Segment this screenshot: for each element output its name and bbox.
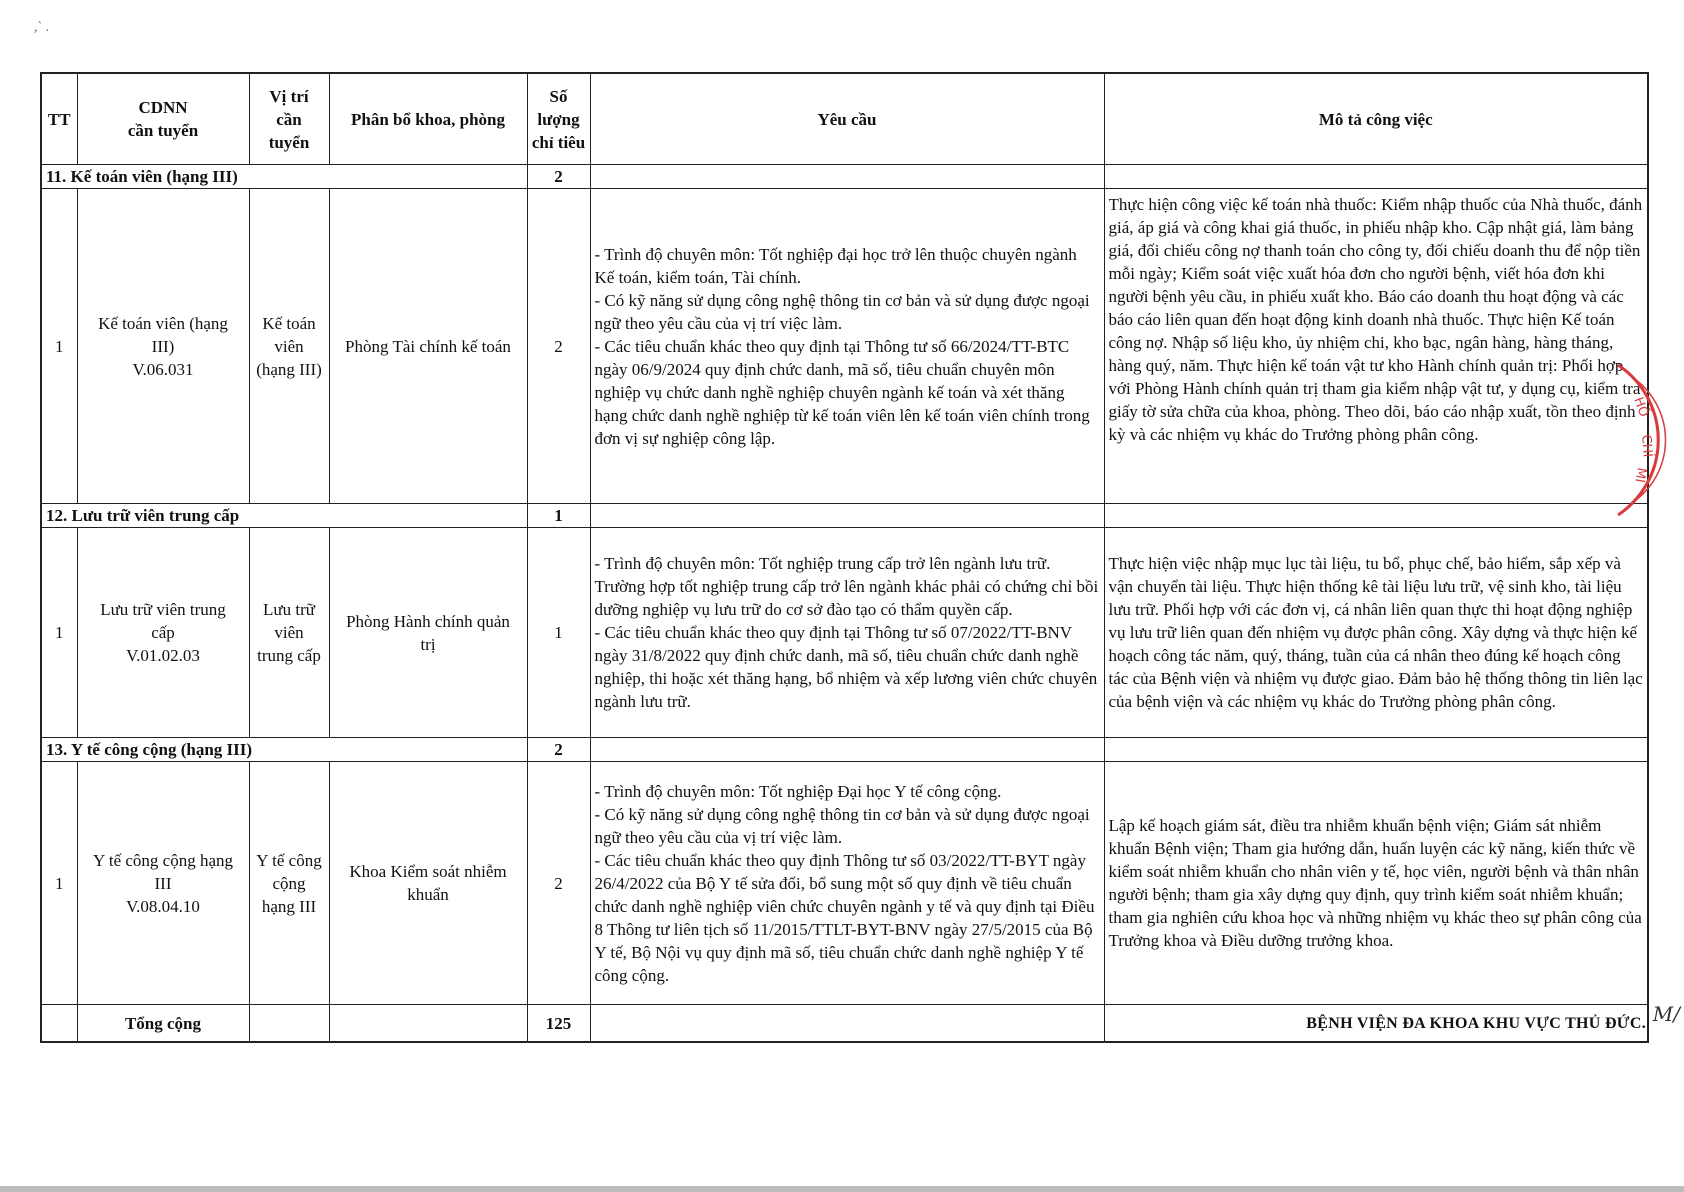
row-mota: Lập kế hoạch giám sát, điều tra nhiễm khuẩn bệnh viện; Giám sát nhiễm khuẩn Bệnh viện; Tham gia hướng dẫn, huấn luyện các kỹ năng, kiến thức về kiểm soát nhiễm khuẩn cho nhân viên y tế, học viên, người bệnh và thân nhân người bệnh; tham gia xây dựng quy định, quy trình kiểm soát nhiễm khuẩn; tham gia nghiên cứu khoa học và những nhiệm vụ khác theo sự phân công của Trưởng khoa và Điều dưỡng trưởng khoa. bbox=[1104, 762, 1648, 1005]
empty-cell bbox=[590, 504, 1104, 528]
row-phanbo: Phòng Hành chính quản trị bbox=[329, 528, 527, 738]
total-value: 125 bbox=[527, 1005, 590, 1043]
group-count: 2 bbox=[527, 165, 590, 189]
row-mota: Thực hiện việc nhập mục lục tài liệu, tu bổ, phục chế, bảo hiểm, sắp xếp và vận chuyển tài liệu. Thực hiện thống kê tài liệu lưu trữ, vệ sinh kho, tài liệu lưu trữ. Phối hợp với các đơn vị, cá nhân liên quan thực thi hoạt động nghiệp vụ lưu trữ liên quan đến nhiệm vụ được phân công. Xây dựng và thực hiện kế hoạch công tác năm, quý, tháng, tuần của cá nhân theo đúng kế hoạch công tác của Bệnh viện và nhiệm vụ được giao. Đảm bảo hệ thống thông tin liên lạc của bệnh viện và các nhiệm vụ khác do Trưởng phòng phân công. bbox=[1104, 528, 1648, 738]
empty-cell bbox=[1104, 504, 1648, 528]
row-vitri: Kế toán viên (hạng III) bbox=[249, 189, 329, 504]
scan-marks: ,` . bbox=[34, 20, 50, 35]
header-mota: Mô tả công việc bbox=[1104, 73, 1648, 165]
red-seal-stamp bbox=[1612, 355, 1684, 525]
header-row bbox=[41, 73, 1648, 165]
row-soluong: 2 bbox=[527, 189, 590, 504]
row-cdnn: Kế toán viên (hạng III) V.06.031 bbox=[77, 189, 249, 504]
svg-text:HỒ: HỒ bbox=[1630, 395, 1652, 420]
group-row bbox=[41, 738, 1648, 762]
table-row bbox=[41, 528, 1648, 738]
row-yeucau: - Trình độ chuyên môn: Tốt nghiệp đại học trở lên thuộc chuyên ngành Kế toán, kiểm toán, Tài chính. - Có kỹ năng sử dụng công nghệ thông tin cơ bản và sử dụng được ngoại ngữ theo yêu cầu của vị trí việc làm. - Các tiêu chuẩn khác theo quy định tại Thông tư số 66/2024/TT-BTC ngày 06/9/2024 quy định chức danh, mã số, tiêu chuẩn chuyên môn nghiệp vụ chức danh nghề nghiệp chuyên ngành kế toán và xét thăng hạng chức danh nghề nghiệp từ kế toán viên lên kế toán viên chính trong đơn vị sự nghiệp công lập. bbox=[590, 189, 1104, 504]
empty-cell bbox=[590, 738, 1104, 762]
row-soluong: 1 bbox=[527, 528, 590, 738]
recruitment-table bbox=[40, 72, 1649, 1043]
empty-cell bbox=[590, 1005, 1104, 1043]
row-cdnn: Y tế công cộng hạng III V.08.04.10 bbox=[77, 762, 249, 1005]
row-vitri: Y tế công cộng hạng III bbox=[249, 762, 329, 1005]
handwritten-initials: M/ bbox=[1652, 1002, 1680, 1026]
header-yeucau: Yêu cầu bbox=[590, 73, 1104, 165]
row-tt: 1 bbox=[41, 189, 77, 504]
table-row bbox=[41, 189, 1648, 504]
group-count: 1 bbox=[527, 504, 590, 528]
header-phanbo: Phân bổ khoa, phòng bbox=[329, 73, 527, 165]
row-vitri: Lưu trữ viên trung cấp bbox=[249, 528, 329, 738]
group-row bbox=[41, 504, 1648, 528]
row-mota-text: Thực hiện công việc kế toán nhà thuốc: Kiểm nhập thuốc của Nhà thuốc, đánh giá, áp giá và công khai giá thuốc, in phiếu nhập kho. Cập nhật giá, làm bảng giá, đối chiếu công nợ thanh toán cho công ty, đối chiếu doanh thu để nộp tiền mỗi ngày; Kiểm soát việc xuất hóa đơn cho người bệnh, viết hóa đơn khi người bệnh yêu cầu, in phiếu xuất kho. Báo cáo doanh thu hoạt động và các báo cáo liên quan đến hoạt động kinh doanh nhà thuốc. Thực hiện Kế toán công nợ. Nhập số liệu kho, ủy nhiệm chi, kho bạc, ngân hàng, hàng tháng, hàng quý, năm. Thực hiện kế toán vật tư kho Hành chính quản trị: Phối hợp với Phòng Hành chính quản trị tham gia kiểm nhập vật tư, y dụng cụ, kiểm tra giấy tờ sửa chữa của khoa, phòng. Theo dõi, báo cáo nhập xuất, tồn theo định kỳ và các nhiệm vụ khác do Trưởng phòng phân công. bbox=[1108, 195, 1643, 444]
svg-text:MI: MI bbox=[1631, 466, 1649, 484]
row-soluong: 2 bbox=[527, 762, 590, 1005]
row-mota bbox=[1104, 189, 1648, 504]
header-vitri: Vị trí cần tuyển bbox=[249, 73, 329, 165]
empty-cell bbox=[249, 1005, 329, 1043]
scan-edge bbox=[0, 1186, 1684, 1192]
footer-hospital-name: BỆNH VIỆN ĐA KHOA KHU VỰC THỦ ĐỨC. bbox=[1306, 1015, 1646, 1032]
total-label: Tổng cộng bbox=[77, 1005, 249, 1043]
group-title: 12. Lưu trữ viên trung cấp bbox=[41, 504, 527, 528]
row-tt: 1 bbox=[41, 762, 77, 1005]
header-cdnn: CDNN cần tuyển bbox=[77, 73, 249, 165]
table-row bbox=[41, 762, 1648, 1005]
empty-cell bbox=[41, 1005, 77, 1043]
empty-cell bbox=[590, 165, 1104, 189]
group-title: 11. Kế toán viên (hạng III) bbox=[41, 165, 527, 189]
empty-cell bbox=[329, 1005, 527, 1043]
group-row bbox=[41, 165, 1648, 189]
group-count: 2 bbox=[527, 738, 590, 762]
row-phanbo: Phòng Tài chính kế toán bbox=[329, 189, 527, 504]
svg-text:CHÍ: CHÍ bbox=[1638, 434, 1655, 458]
header-tt: TT bbox=[41, 73, 77, 165]
row-tt: 1 bbox=[41, 528, 77, 738]
group-title: 13. Y tế công cộng (hạng III) bbox=[41, 738, 527, 762]
row-cdnn: Lưu trữ viên trung cấp V.01.02.03 bbox=[77, 528, 249, 738]
header-soluong: Số lượng chỉ tiêu bbox=[527, 73, 590, 165]
row-yeucau: - Trình độ chuyên môn: Tốt nghiệp Đại học Y tế công cộng. - Có kỹ năng sử dụng công nghệ thông tin cơ bản và sử dụng được ngoại ngữ theo yêu cầu của vị trí việc làm. - Các tiêu chuẩn khác theo quy định Thông tư số 03/2022/TT-BYT ngày 26/4/2022 của Bộ Y tế sửa đổi, bổ sung một số quy định về tiêu chuẩn chức danh nghề nghiệp viên chức chuyên ngành y tế và quy định tại Điều 8 Thông tư liên tịch số 11/2015/TTLT-BYT-BNV ngày 27/5/2015 của Bộ Y tế, Bộ Nội vụ quy định mã số, tiêu chuẩn chức danh nghề nghiệp Y tế công cộng. bbox=[590, 762, 1104, 1005]
row-phanbo: Khoa Kiểm soát nhiễm khuẩn bbox=[329, 762, 527, 1005]
empty-cell bbox=[1104, 165, 1648, 189]
row-yeucau: - Trình độ chuyên môn: Tốt nghiệp trung cấp trở lên ngành lưu trữ. Trường hợp tốt nghiệp trung cấp trở lên ngành khác phải có chứng chỉ bồi dưỡng nghiệp vụ lưu trữ do cơ sở đào tạo có thẩm quyền cấp. - Các tiêu chuẩn khác theo quy định tại Thông tư số 07/2022/TT-BNV ngày 31/8/2022 quy định chức danh, mã số, tiêu chuẩn chức danh nghề nghiệp, thi hoặc xét thăng hạng, bổ nhiệm và xếp lương viên chức chuyên ngành lưu trữ. bbox=[590, 528, 1104, 738]
empty-cell bbox=[1104, 738, 1648, 762]
